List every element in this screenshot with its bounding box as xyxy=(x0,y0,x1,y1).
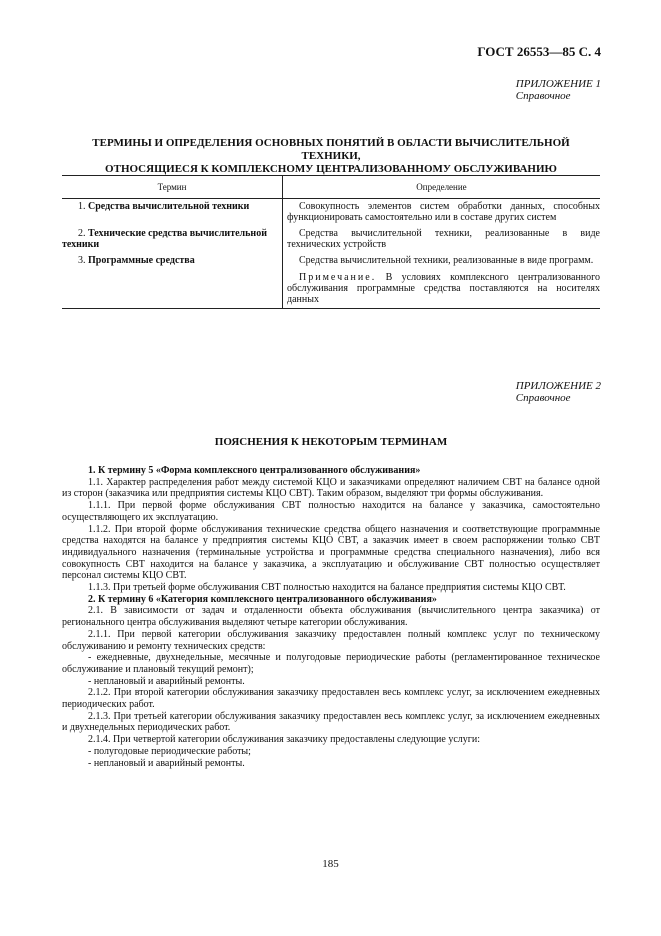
term-name: Технические средства вычислительной техники xyxy=(62,228,267,250)
definition-cell: Средства вычислительной техники, реализованные в виде технических устройств xyxy=(282,226,600,253)
section-heading-1: 1. К термину 5 «Форма комплексного централизованного обслуживания» xyxy=(88,465,421,476)
table-bottom-rule xyxy=(62,308,600,309)
table-note xyxy=(287,272,600,305)
terms-table xyxy=(62,175,600,309)
appendix-1 xyxy=(516,78,601,102)
paragraph: 2.1.2. При второй категории обслуживания заказчику предоставлен весь комплекс услуг, за исключением ежедневных периодических работ. xyxy=(62,687,600,711)
section-heading-2: 2. К термину 6 «Категория комплексного централизованного обслуживания» xyxy=(88,593,437,605)
note-text: В условиях комплексного централизованного обслуживания программные средства поставляются на носителях данных xyxy=(287,272,600,305)
page-number: 185 xyxy=(322,858,339,870)
document-code: ГОСТ 26553—85 С. 4 xyxy=(477,44,601,59)
term-name: Программные средства xyxy=(88,255,195,266)
table-row xyxy=(62,253,600,308)
note-label: Примечание. xyxy=(299,272,377,283)
paragraph: 2.1.1. При первой категории обслуживания заказчику предоставлен полный комплекс услуг по техническому обслуживанию и ремонту технических средств: xyxy=(62,628,600,652)
appendix-2 xyxy=(516,380,601,404)
appendix-1-type: Справочное xyxy=(515,90,571,102)
term-cell xyxy=(62,199,282,226)
list-item: - неплановый и аварийный ремонты. xyxy=(88,675,245,687)
title-line-1: ТЕРМИНЫ И ОПРЕДЕЛЕНИЯ ОСНОВНЫХ ПОНЯТИЙ В ОБЛАСТИ ВЫЧИСЛИТЕЛЬНОЙ ТЕХНИКИ, xyxy=(92,137,570,162)
definition-cell: Совокупность элементов систем обработки данных, способных функционировать самостоятельно или в составе других систем xyxy=(282,199,600,226)
paragraph: 1.1.2. При второй форме обслуживания технические средства общего назначения и соответствующие программные средства находятся на балансе у предприятия системы КЦО СВТ, а заказчик имеет в своем распоряжении только СВТ индивидуального назначения (терминальные устройства и программные средства специального назначения), либо вся совокупность СВТ находится на балансе у заказчика, а эксплуатацию и обслуживание СВТ полностью осуществляет персонал системы КЦО СВТ. xyxy=(62,523,600,582)
term-name: Средства вычислительной техники xyxy=(88,201,250,212)
term-cell xyxy=(62,226,282,253)
table-row xyxy=(62,226,600,253)
list-item: - полугодовые периодические работы; xyxy=(88,745,251,757)
term-number: 3. xyxy=(78,255,86,266)
term-number: 2. xyxy=(78,228,86,239)
appendix-2-type: Справочное xyxy=(515,392,571,404)
list-item: - неплановый и аварийный ремонты. xyxy=(88,757,245,769)
appendix-1-label: ПРИЛОЖЕНИЕ 1 xyxy=(515,78,601,90)
term-number: 1. xyxy=(78,201,86,212)
table-row xyxy=(62,199,600,226)
term-cell xyxy=(62,253,282,308)
definition-text: Средства вычислительной техники, реализованные в виде программ. xyxy=(299,255,594,266)
paragraph: 2.1.3. При третьей категории обслуживания заказчику предоставлен весь комплекс услуг, за исключением ежедневных и двухнедельных периодических работ. xyxy=(62,710,600,734)
title-line-2: ОТНОСЯЩИЕСЯ К КОМПЛЕКСНОМУ ЦЕНТРАЛИЗОВАННОМУ ОБСЛУЖИВАНИЮ xyxy=(105,163,557,175)
appendix-1-title xyxy=(62,137,600,176)
column-header-definition: Определение xyxy=(282,176,600,198)
appendix-2-label: ПРИЛОЖЕНИЕ 2 xyxy=(515,380,601,392)
explanations-body xyxy=(62,465,600,769)
paragraph: 1.1.3. При третьей форме обслуживания СВТ полностью находится на балансе предприятия системы КЦО СВТ. xyxy=(88,582,566,594)
appendix-2-title: ПОЯСНЕНИЯ К НЕКОТОРЫМ ТЕРМИНАМ xyxy=(214,436,448,448)
column-header-term: Термин xyxy=(157,181,187,192)
list-item: - ежедневные, двухнедельные, месячные и полугодовые периодические работы (регламентированное техническое обслуживание и плановый текущий ремонт); xyxy=(62,652,600,675)
paragraph: 2.1. В зависимости от задач и отдаленности объекта обслуживания (вычислительного центра заказчика) от регионального центра обслуживания выделяют четыре категории обслуживания. xyxy=(62,605,600,629)
paragraph: 1.1.1. При первой форме обслуживания СВТ полностью находится на балансе у заказчика, самостоятельно осуществляющего их эксплуатацию. xyxy=(62,500,600,523)
paragraph: 2.1.4. При четвертой категории обслуживания заказчику предоставлены следующие услуги: xyxy=(88,734,480,746)
paragraph: 1.1. Характер распределения работ между системой КЦО и заказчиками определяют наличием СВТ на балансе одной из сторон (заказчика или предприятия системы КЦО СВТ). Таким образом, выделяют три формы обслуживания. xyxy=(62,476,600,500)
definition-cell xyxy=(282,253,600,308)
table-header xyxy=(62,175,600,199)
